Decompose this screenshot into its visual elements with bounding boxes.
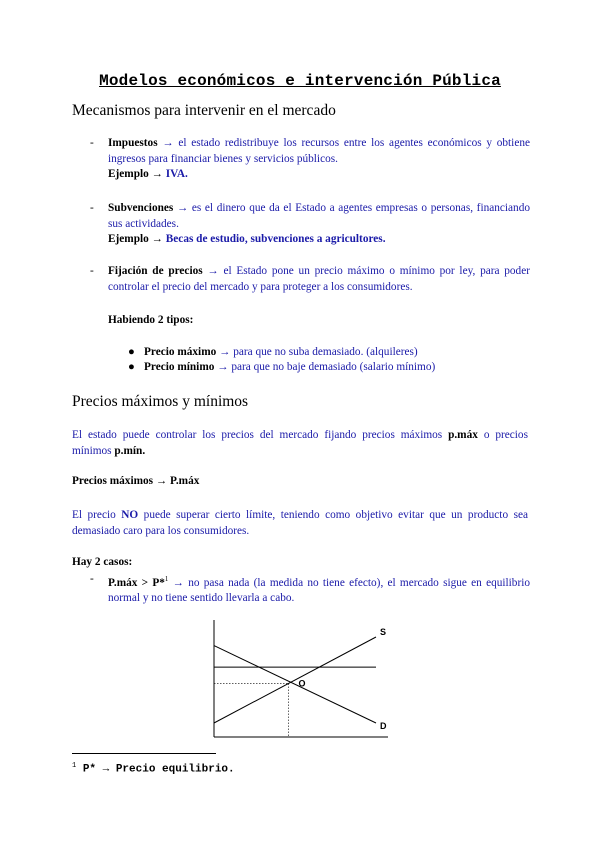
arrow: →	[207, 265, 219, 277]
page-title: Modelos económicos e intervención Pública	[99, 72, 501, 90]
definition: es el dinero que da el Estado a agentes empresas o personas, financiando sus actividades.	[108, 202, 531, 230]
arrow: →	[176, 202, 189, 214]
footnote-number: 1	[72, 762, 77, 770]
cases-label: Hay 2 casos:	[72, 556, 133, 568]
types-label: Habiendo 2 tipos:	[108, 314, 194, 326]
intro-text: El estado puede controlar los precios del mercado fijando precios máximos	[72, 429, 443, 441]
term: Subvenciones	[108, 202, 174, 214]
footnote	[72, 762, 235, 776]
example: Becas de estudio, subvenciones a agricultores.	[165, 233, 386, 245]
footnote-ref: 1	[164, 575, 169, 583]
series-line-s	[214, 637, 376, 723]
desc-text-2: puede superar cierto límite, teniendo como objetivo evitar que un producto sea demasiado caro para los consumidores.	[72, 509, 528, 537]
list-item-subvenciones: - Subvenciones → es el dinero que da el Estado a agentes empresas o personas, financiando sus actividades. Ejemplo → Becas de estudio, subvenciones a agricultores.	[90, 202, 531, 245]
supply-demand-chart	[200, 615, 390, 740]
term: Impuestos	[108, 137, 158, 149]
arrow: →	[219, 346, 231, 358]
intro-text-2: o precios mínimos	[72, 429, 528, 457]
section-heading-precios: Precios máximos y mínimos	[72, 393, 249, 410]
series-label-d: D	[380, 721, 387, 731]
example-label: Ejemplo →	[108, 168, 163, 180]
definition: para que no suba demasiado. (alquileres)	[233, 346, 418, 358]
example-label: Ejemplo →	[108, 233, 163, 245]
footnote-divider	[72, 753, 216, 754]
pmax-term: p.máx	[448, 429, 478, 441]
pmin-term: p.mín.	[114, 444, 146, 457]
series-line-d	[214, 646, 376, 723]
term: Precio mínimo	[144, 361, 215, 373]
definition: el Estado pone un precio máximo o mínimo por ley, para poder controlar el precio del mercado y para proteger a los consumidores.	[108, 265, 530, 293]
term: Precio máximo	[144, 346, 217, 358]
intro-paragraph	[72, 428, 528, 459]
equilibrium-label: O	[298, 678, 306, 689]
term: Fijación de precios	[108, 265, 203, 277]
desc-paragraph	[72, 508, 528, 539]
series-label-s: S	[380, 627, 387, 637]
desc-text: El precio	[72, 509, 116, 521]
bullet-precio-minimo: ● Precio mínimo → para que no baje demasiado (salario mínimo)	[128, 361, 436, 373]
subheading-precios-maximos: Precios máximos → P.máx	[72, 475, 200, 487]
definition: el estado redistribuye los recursos entre los agentes económicos y obtiene ingresos para financiar bienes y servicios públicos.	[108, 137, 530, 165]
footnote-text: P* → Precio equilibrio.	[82, 763, 235, 776]
term: P.máx > P*	[108, 576, 165, 589]
definition: para que no baje demasiado (salario mínimo)	[231, 361, 436, 373]
bullet-precio-maximo: ● Precio máximo → para que no suba demasiado. (alquileres)	[128, 346, 418, 358]
definition: → no pasa nada (la medida no tiene efecto), el mercado sigue en equilibrio normal y no tiene sentido llevarla a cabo.	[108, 576, 531, 605]
list-item-fijacion-precios: - Fijación de precios → el Estado pone un precio máximo o mínimo por ley, para poder controlar el precio del mercado y para proteger a los consumidores.	[90, 265, 530, 293]
arrow: →	[217, 361, 229, 373]
desc-no: NO	[121, 509, 139, 521]
example: IVA.	[165, 168, 188, 180]
section-heading-mecanismos: Mecanismos para intervenir en el mercado	[72, 102, 336, 119]
list-item-case1: - P.máx > P*$^1$ → no pasa nada (la medida no tiene efecto), el mercado sigue en equilibrio normal y no tiene sentido llevarla a cabo.	[90, 573, 531, 605]
list-item-impuestos: - Impuestos → el estado redistribuye los recursos entre los agentes económicos y obtiene ingresos para financiar bienes y servicios públicos. Ejemplo → IVA.	[90, 137, 530, 180]
arrow: →	[162, 137, 174, 149]
